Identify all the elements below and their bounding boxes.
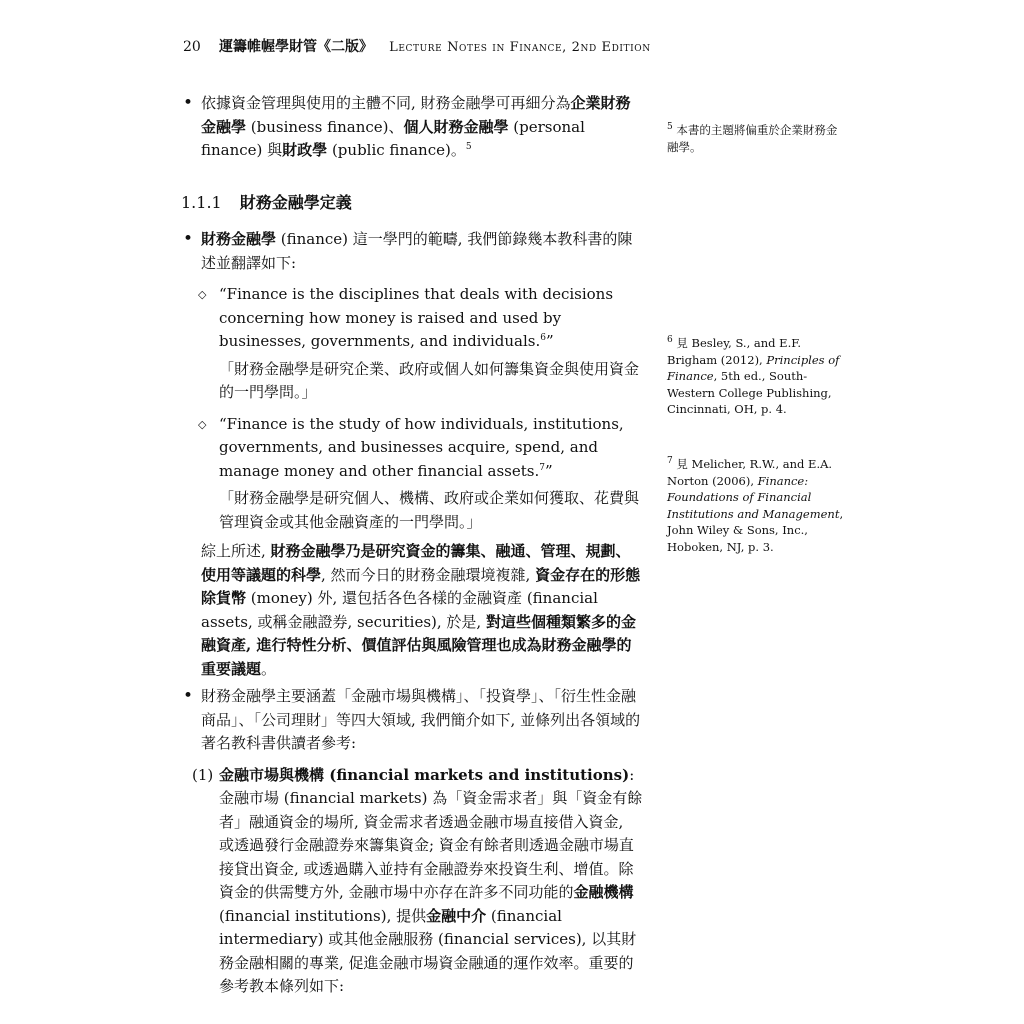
- footnote-ref-5: 5: [465, 142, 472, 152]
- item-title-cn: 金融市場與機構: [219, 765, 325, 784]
- note-number: 6: [667, 335, 673, 346]
- note-text: 本書的主題將偏重於企業財務金融學。: [667, 123, 838, 154]
- footnote-ref-6: 6: [540, 333, 546, 343]
- note-text: , John Wiley & Sons, Inc., Hoboken, NJ, p. 3.: [667, 506, 844, 554]
- quote-close: ”: [544, 461, 553, 480]
- note-book-title: Finance: Foundations of Financial Institutions and Management: [667, 473, 840, 521]
- term-financial-intermediary: 金融中介: [426, 906, 487, 925]
- text-run: (financial intermediary) 或其他金融服務 (financial services), 以其財務金融相關的專業, 促進金融市場資金融通的運作效率。重要的參考教本條列如下:: [219, 906, 637, 995]
- main-text-column: [181, 92, 643, 999]
- term-business-finance: 企業財務金融學: [201, 94, 631, 136]
- bold-run: 財務金融學乃是研究資金的籌集、融通、管理、規劃、使用等議題的科學: [201, 542, 631, 584]
- text-run: (personal finance) 與: [201, 117, 585, 159]
- term-financial-institutions: 金融機構: [573, 883, 634, 901]
- note-text: 見 Melicher, R.W., and E.A. Norton (2006),: [667, 457, 833, 488]
- margin-note-6: [667, 335, 847, 418]
- note-text: 見 Besley, S., and E.F. Brigham (2012),: [667, 336, 802, 367]
- margin-note-7: [667, 456, 847, 555]
- section-number: 1.1.1: [181, 192, 222, 212]
- quote-besley-translation: 「財務金融學是研究企業、政府或個人如何籌集資金與使用資金的一門學問。」: [219, 359, 640, 401]
- term-public-finance: 財政學: [282, 141, 328, 159]
- text-run: 金融市場 (financial markets) 為「資金需求者」與「資金有餘者」融通資金的場所, 資金需求者透過金融市場直接借入資金, 或透過發行金融證券來籌集資金; 資金有餘者則透過金融市場直接貸出資金, 或透過購入並持有金融證券來投資生利、增值。除資金的供需雙方外, 金融市場中亦存在許多不同功能的: [219, 789, 643, 901]
- item-number: (1): [192, 765, 214, 784]
- note-number: 5: [667, 122, 673, 133]
- text-run: (finance) 這一學門的範疇, 我們節錄幾本教科書的陳述並翻譯如下:: [201, 230, 633, 272]
- quote-besley: [181, 283, 643, 354]
- item-body: [219, 787, 643, 999]
- item-title-colon: :: [629, 765, 635, 784]
- text-run: 依據資金管理與使用的主體不同, 財務金融學可再細分為: [201, 94, 571, 112]
- item-title: [219, 764, 643, 788]
- text-run: (financial institutions), 提供: [219, 906, 427, 925]
- bold-run: 資金存在的形態除貨幣: [201, 565, 641, 607]
- book-title-en: Lecture Notes in Finance, 2nd Edition: [389, 40, 651, 55]
- text-run: 財務金融學主要涵蓋「金融市場與機構」、「投資學」、「衍生性金融商品」、「公司理財」等四大領域, 我們簡介如下, 並條列出各領域的著名教科書供讀者參考:: [201, 687, 641, 752]
- text-run: (money) 外, 還包括各色各樣的金融資產 (financial assets, 或稱金融證券, securities), 於是,: [201, 589, 598, 631]
- section-title: 財務金融學定義: [239, 192, 352, 212]
- quote-text: “Finance is the study of how individuals, institutions, governments, and businesses acquire, spend, and manage money and other financial assets.: [219, 414, 624, 480]
- quote-text: “Finance is the disciplines that deals with decisions concerning how money is raised and used by businesses, governments, and individuals.: [219, 285, 614, 350]
- text-run: (business finance)、: [246, 117, 404, 136]
- quote-close: ”: [545, 332, 554, 350]
- quote-melicher: [181, 413, 643, 484]
- item-financial-markets: [181, 764, 643, 999]
- text-run: 綜上所述,: [201, 542, 271, 560]
- section-heading: [181, 191, 643, 215]
- note-number: 7: [667, 456, 673, 467]
- note-book-title: Principles of Finance: [667, 352, 840, 383]
- bold-run: 對這些個種類繁多的金融資產, 進行特性分析、價值評估與風險管理也成為財務金融學的重要議題: [201, 612, 636, 678]
- term-finance: 財務金融學: [201, 230, 277, 248]
- running-header: [183, 36, 883, 56]
- book-title-cn: 運籌帷幄學財管《二版》: [218, 39, 373, 55]
- note-text: , 5th ed., South-Western College Publishing, Cincinnati, OH, p. 4.: [667, 369, 832, 416]
- text-run: 。: [261, 659, 277, 678]
- quote-melicher-translation: 「財務金融學是研究個人、機構、政府或企業如何獲取、花費與管理資金或其他金融資產的一門學問。」: [219, 489, 640, 531]
- text-run: (public finance)。: [327, 141, 466, 159]
- footnote-ref-7: 7: [539, 462, 545, 473]
- bullet-finance-definition: [181, 228, 643, 275]
- margin-note-5: [667, 122, 847, 155]
- page-number: 20: [183, 39, 201, 55]
- item-title-en: (financial markets and institutions): [324, 765, 630, 784]
- bullet-finance-subfields: [181, 92, 643, 163]
- text-run: , 然而今日的財務金融環境複雜,: [321, 565, 536, 584]
- term-personal-finance: 個人財務金融學: [403, 117, 509, 136]
- summary-paragraph: [181, 540, 643, 681]
- bullet-four-fields: [181, 685, 643, 756]
